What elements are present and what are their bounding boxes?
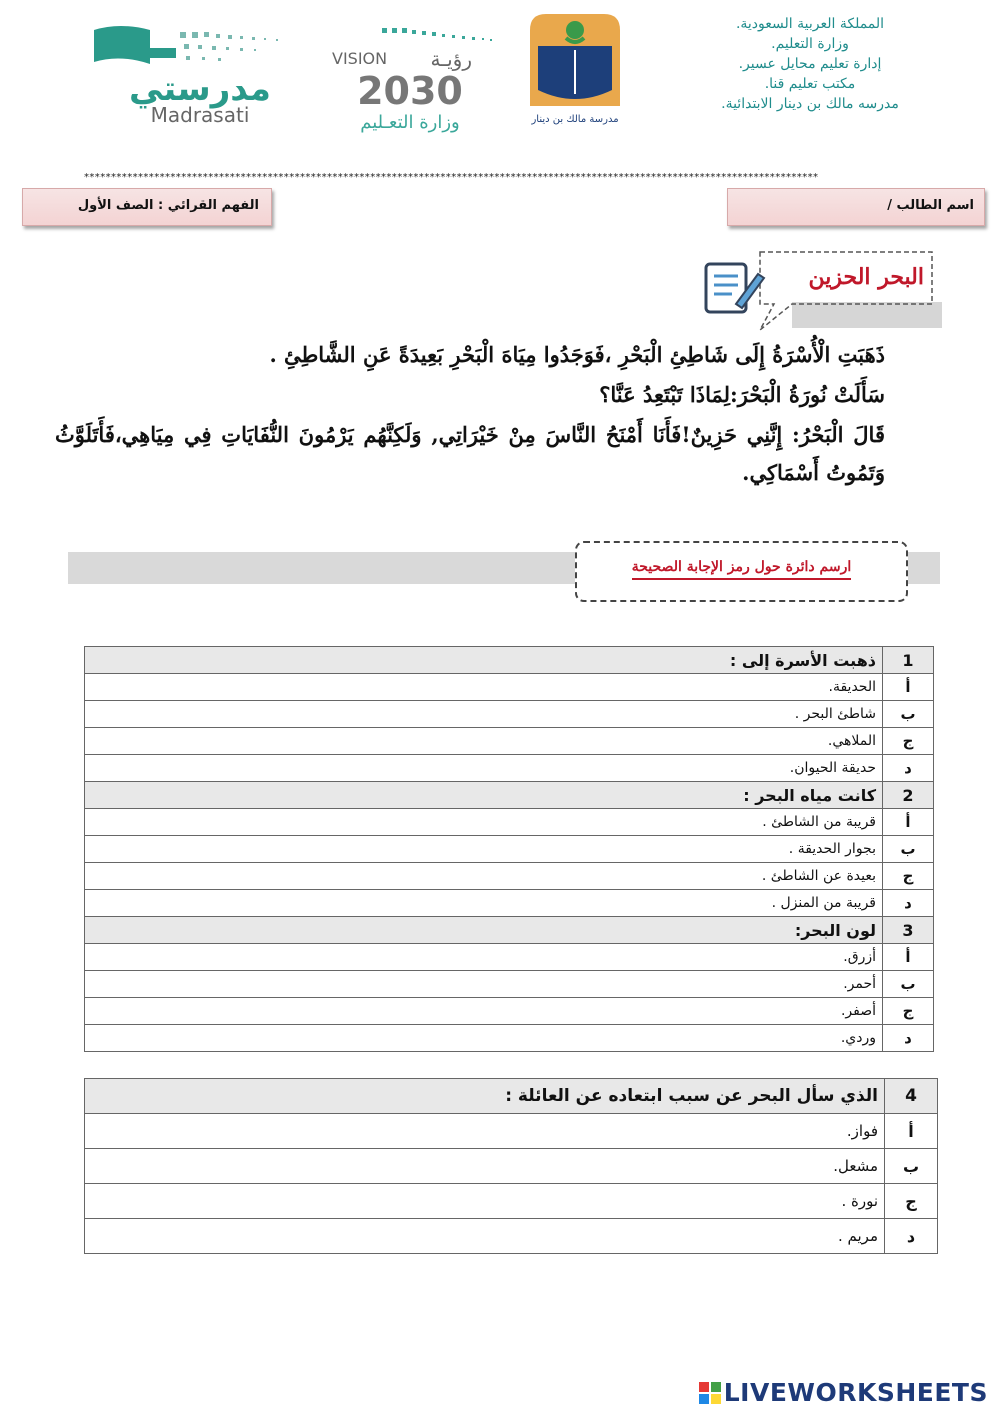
question-row — [85, 782, 934, 809]
question-row — [85, 917, 934, 944]
liveworksheets-brand-text: LIVEWORKSHEETS — [723, 1378, 988, 1407]
option-text[interactable]: نورة . — [85, 1184, 885, 1219]
option-text[interactable]: قريبة من المنزل . — [85, 890, 883, 917]
option-letter[interactable]: ج — [883, 728, 934, 755]
option-row[interactable] — [85, 1219, 938, 1254]
student-name-field[interactable] — [727, 188, 985, 226]
option-row[interactable] — [85, 890, 934, 917]
option-letter[interactable]: أ — [883, 674, 934, 701]
question-number: 3 — [883, 917, 934, 944]
option-text[interactable]: بعيدة عن الشاطئ . — [85, 863, 883, 890]
option-row[interactable] — [85, 971, 934, 998]
option-row[interactable] — [85, 863, 934, 890]
option-letter[interactable]: د — [885, 1219, 938, 1254]
option-text[interactable]: الملاهي. — [85, 728, 883, 755]
option-row[interactable] — [85, 944, 934, 971]
option-text[interactable]: بجوار الحديقة . — [85, 836, 883, 863]
option-text[interactable]: الحديقة. — [85, 674, 883, 701]
header-line-office: مكتب تعليم قنا. — [764, 76, 856, 92]
option-row[interactable] — [85, 1149, 938, 1184]
option-letter[interactable]: ج — [883, 998, 934, 1025]
school-logo — [516, 10, 634, 132]
option-text[interactable]: فواز. — [85, 1114, 885, 1149]
option-text[interactable]: شاطئ البحر . — [85, 701, 883, 728]
instruction-box — [575, 541, 908, 602]
question-text: كانت مياه البحر : — [85, 782, 883, 809]
option-letter[interactable]: أ — [883, 944, 934, 971]
option-text[interactable]: حديقة الحيوان. — [85, 755, 883, 782]
option-letter[interactable]: د — [883, 755, 934, 782]
option-text[interactable]: مريم . — [85, 1219, 885, 1254]
option-row[interactable] — [85, 1025, 934, 1052]
option-row[interactable] — [85, 1184, 938, 1219]
option-row[interactable] — [85, 701, 934, 728]
option-row[interactable] — [85, 674, 934, 701]
option-letter[interactable]: د — [883, 1025, 934, 1052]
madrasati-logo — [80, 18, 290, 130]
option-letter[interactable]: ب — [883, 836, 934, 863]
question-row — [85, 647, 934, 674]
header-line-school: مدرسه مالك بن دينار الابتدائية. — [721, 96, 899, 112]
option-row[interactable] — [85, 836, 934, 863]
option-letter[interactable]: ب — [883, 971, 934, 998]
story-paragraph-1: ذَهَبَتِ الْأُسْرَةُ إِلَى شَاطِئِ الْبَحْرِ ،فَوَجَدُوا مِيَاهَ الْبَحْرِ بَعِيدَةً عَنِ الشَّاطِئِ . — [269, 342, 885, 367]
questions-table-1 — [84, 646, 934, 1052]
star-separator: **************************************************************************************************************************************** — [84, 172, 819, 183]
header-line-administration: إدارة تعليم محايل عسير. — [738, 56, 882, 72]
option-text[interactable]: قريبة من الشاطئ . — [85, 809, 883, 836]
question-number: 1 — [883, 647, 934, 674]
option-row[interactable] — [85, 1114, 938, 1149]
option-letter[interactable]: ج — [883, 863, 934, 890]
subject-grade-box — [22, 188, 272, 226]
leaf-icon — [566, 21, 584, 39]
option-text[interactable]: أحمر. — [85, 971, 883, 998]
option-letter[interactable]: أ — [885, 1114, 938, 1149]
madrasati-arabic-text: مدرستي — [129, 69, 271, 109]
liveworksheets-icon — [699, 1382, 721, 1404]
vision-dots — [382, 28, 492, 41]
option-letter[interactable]: ب — [883, 701, 934, 728]
madrasati-dots — [180, 32, 278, 61]
vision-label: VISION — [332, 49, 388, 68]
option-letter[interactable]: د — [883, 890, 934, 917]
vision-year: 2030 — [357, 69, 463, 113]
question-text: الذي سأل البحر عن سبب ابتعاده عن العائلة : — [85, 1079, 885, 1114]
question-row — [85, 1079, 938, 1114]
option-letter[interactable]: أ — [883, 809, 934, 836]
header-line-ministry: وزارة التعليم. — [771, 36, 849, 52]
story-text — [55, 336, 885, 494]
vision-arabic: رؤيـة — [430, 47, 472, 71]
liveworksheets-logo[interactable] — [699, 1378, 988, 1407]
vision-ministry-label: وزارة التعـليم — [360, 112, 460, 133]
option-row[interactable] — [85, 809, 934, 836]
school-header-info — [690, 14, 930, 114]
option-text[interactable]: وردي. — [85, 1025, 883, 1052]
document-pen-icon — [706, 264, 764, 312]
option-text[interactable]: أصفر. — [85, 998, 883, 1025]
question-text: لون البحر: — [85, 917, 883, 944]
option-row[interactable] — [85, 998, 934, 1025]
question-number: 2 — [883, 782, 934, 809]
instruction-text: ارسم دائرة حول رمز الإجابة الصحيحة — [632, 559, 852, 580]
story-paragraph-2: سَأَلَتْ نُورَةُ الْبَحْرَ:لِمَاذَا تَبْتَعِدُ عَنَّا؟ — [599, 382, 885, 407]
madrasati-latin-text: Madrasati — [150, 103, 250, 127]
madrasati-book-icon — [94, 26, 176, 64]
header-line-country: المملكة العربية السعودية. — [735, 16, 885, 32]
questions-table-2 — [84, 1078, 938, 1254]
option-row[interactable] — [85, 755, 934, 782]
story-paragraph-3: قَالَ الْبَحْرُ: إِنَّنِي حَزِينٌ!فَأَنَا أَمْنَحُ النَّاسَ مِنْ خَيْرَاتِي, وَلَكِنَّهُم يَرْمُونَ النُّفَايَاتِ فِي مِيَاهِي،فَأَتَلَوَّثُ وَتَمُوتُ أَسْمَاكِي. — [55, 422, 885, 485]
question-text: ذهبت الأسرة إلى : — [85, 647, 883, 674]
story-title: البحر الحزين — [808, 264, 924, 290]
student-name-label: اسم الطالب / — [887, 198, 974, 213]
story-title-decoration — [700, 244, 940, 336]
option-row[interactable] — [85, 728, 934, 755]
option-text[interactable]: مشعل. — [85, 1149, 885, 1184]
question-number: 4 — [885, 1079, 938, 1114]
school-logo-text: مدرسة مالك بن دينار — [531, 114, 619, 125]
option-letter[interactable]: ب — [885, 1149, 938, 1184]
option-text[interactable]: أزرق. — [85, 944, 883, 971]
option-letter[interactable]: ج — [885, 1184, 938, 1219]
subject-grade-label: الفهم القرائي : الصف الأول — [77, 198, 259, 213]
vision-2030-logo — [322, 22, 498, 134]
